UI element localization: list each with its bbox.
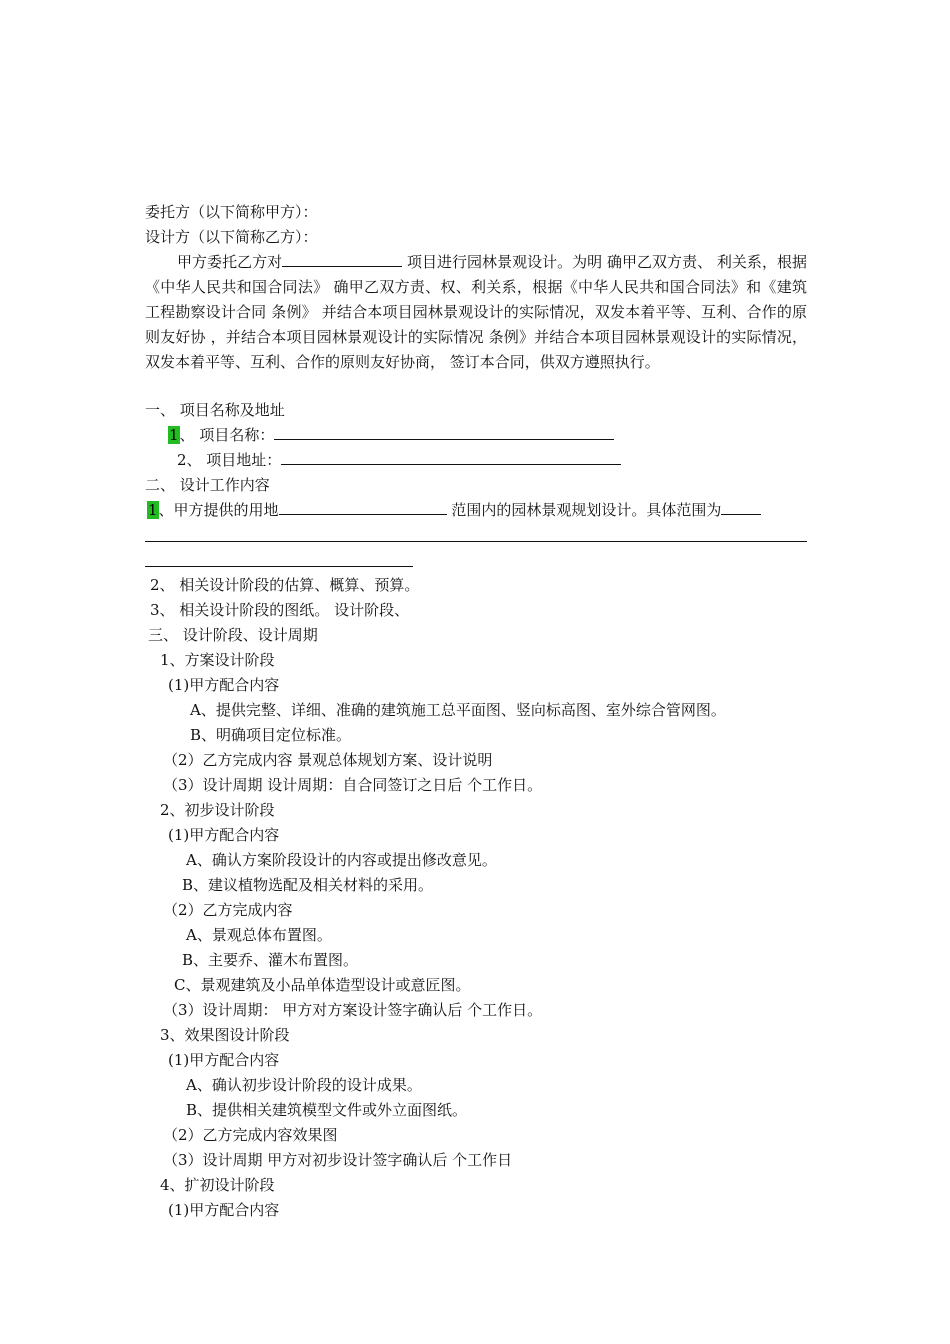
project-name-blank bbox=[274, 424, 614, 440]
project-address-line bbox=[177, 448, 621, 472]
designer-line: 设计方（以下简称乙方）： bbox=[145, 228, 318, 246]
stage-1-client-items: (1)甲方配合内容 bbox=[168, 676, 280, 694]
drawings-line: 3、 相关设计阶段的图纸。 设计阶段、 bbox=[150, 601, 410, 619]
project-name-label: 、 项目名称： bbox=[179, 426, 275, 444]
stage-3-title: 3、效果图设计阶段 bbox=[160, 1026, 290, 1044]
intro-text-b: 项目进行园林景观设计。为明 确甲乙双方责、 利关系，根据《中华人民共和国合同法》 确甲乙双方责、权、利关系，根据《中华人民共和国合同法》和《建筑工程勘察设计合同 条例》 并结合本项目园林景观设计的实际情况，双发本着平等、互利、合作的原则友好协 ，并结合本项目园林景观设计的实际情况 条例》并结合本项目园林景观设计的实际情况，双发本着平等、互利、合作的原则友好协商， 签订本合同，供双方遵照执行。 bbox=[145, 253, 807, 371]
scope-text-b: 范围内的园林景观规划设计。具体范围为 bbox=[451, 501, 722, 519]
section2-title: 二、 设计工作内容 bbox=[145, 476, 270, 494]
stage-1-designer-items: （2）乙方完成内容 景观总体规划方案、设计说明 bbox=[163, 751, 493, 769]
stage-4-title: 4、扩初设计阶段 bbox=[160, 1176, 275, 1194]
project-blank bbox=[282, 251, 402, 267]
section1-title: 一、 项目名称及地址 bbox=[145, 401, 285, 419]
section3-title: 三、 设计阶段、设计周期 bbox=[148, 626, 318, 644]
stage-2-output-c: C、景观建筑及小品单体造型设计或意匠图。 bbox=[174, 976, 471, 994]
stage-2-output-b: B、主要乔、灌木布置图。 bbox=[182, 951, 359, 969]
intro-text-a: 甲方委托乙方对 bbox=[177, 253, 283, 271]
stage-3-designer-items: （2）乙方完成内容效果图 bbox=[163, 1126, 338, 1144]
stage-1-item-a: A、提供完整、详细、准确的建筑施工总平面图、竖向标高图、室外综合管网图。 bbox=[190, 701, 726, 719]
project-address-blank bbox=[281, 449, 621, 465]
scope-blank-line-short bbox=[145, 566, 413, 567]
stage-3-client-items: (1)甲方配合内容 bbox=[168, 1051, 280, 1069]
client-line: 委托方（以下简称甲方）： bbox=[145, 203, 318, 221]
stage-1-item-b: B、明确项目定位标准。 bbox=[190, 726, 352, 744]
intro-paragraph bbox=[145, 250, 807, 375]
stage-1-period: （3）设计周期 设计周期：自合同签订之日后 个工作日。 bbox=[163, 776, 543, 794]
stage-2-client-items: (1)甲方配合内容 bbox=[168, 826, 280, 844]
stage-2-title: 2、初步设计阶段 bbox=[160, 801, 275, 819]
stage-2-period: （3）设计周期： 甲方对方案设计签字确认后 个工作日。 bbox=[163, 1001, 543, 1019]
stage-4-client-items: (1)甲方配合内容 bbox=[168, 1201, 280, 1219]
scope-text-a: 、甲方提供的用地 bbox=[158, 501, 279, 519]
stage-3-item-b: B、提供相关建筑模型文件或外立面图纸。 bbox=[186, 1101, 468, 1119]
scope-blank bbox=[721, 499, 761, 515]
estimate-line: 2、 相关设计阶段的估算、概算、预算。 bbox=[150, 576, 420, 594]
land-blank bbox=[279, 499, 447, 515]
stage-2-output-a: A、景观总体布置图。 bbox=[186, 926, 332, 944]
scope-line bbox=[147, 498, 761, 522]
stage-2-item-b: B、建议植物选配及相关材料的采用。 bbox=[182, 876, 434, 894]
project-address-label: 2、 项目地址： bbox=[177, 451, 282, 469]
scope-blank-line bbox=[145, 541, 807, 542]
stage-2-item-a: A、确认方案阶段设计的内容或提出修改意见。 bbox=[186, 851, 497, 869]
highlight-number: 1 bbox=[148, 501, 158, 519]
stage-1-title: 1、方案设计阶段 bbox=[160, 651, 275, 669]
highlight-number: 1 bbox=[169, 426, 179, 444]
project-name-line bbox=[168, 423, 614, 447]
stage-2-designer-items: （2）乙方完成内容 bbox=[163, 901, 293, 919]
stage-3-period: （3）设计周期 甲方对初步设计签字确认后 个工作日 bbox=[163, 1151, 513, 1169]
stage-3-item-a: A、确认初步设计阶段的设计成果。 bbox=[186, 1076, 422, 1094]
